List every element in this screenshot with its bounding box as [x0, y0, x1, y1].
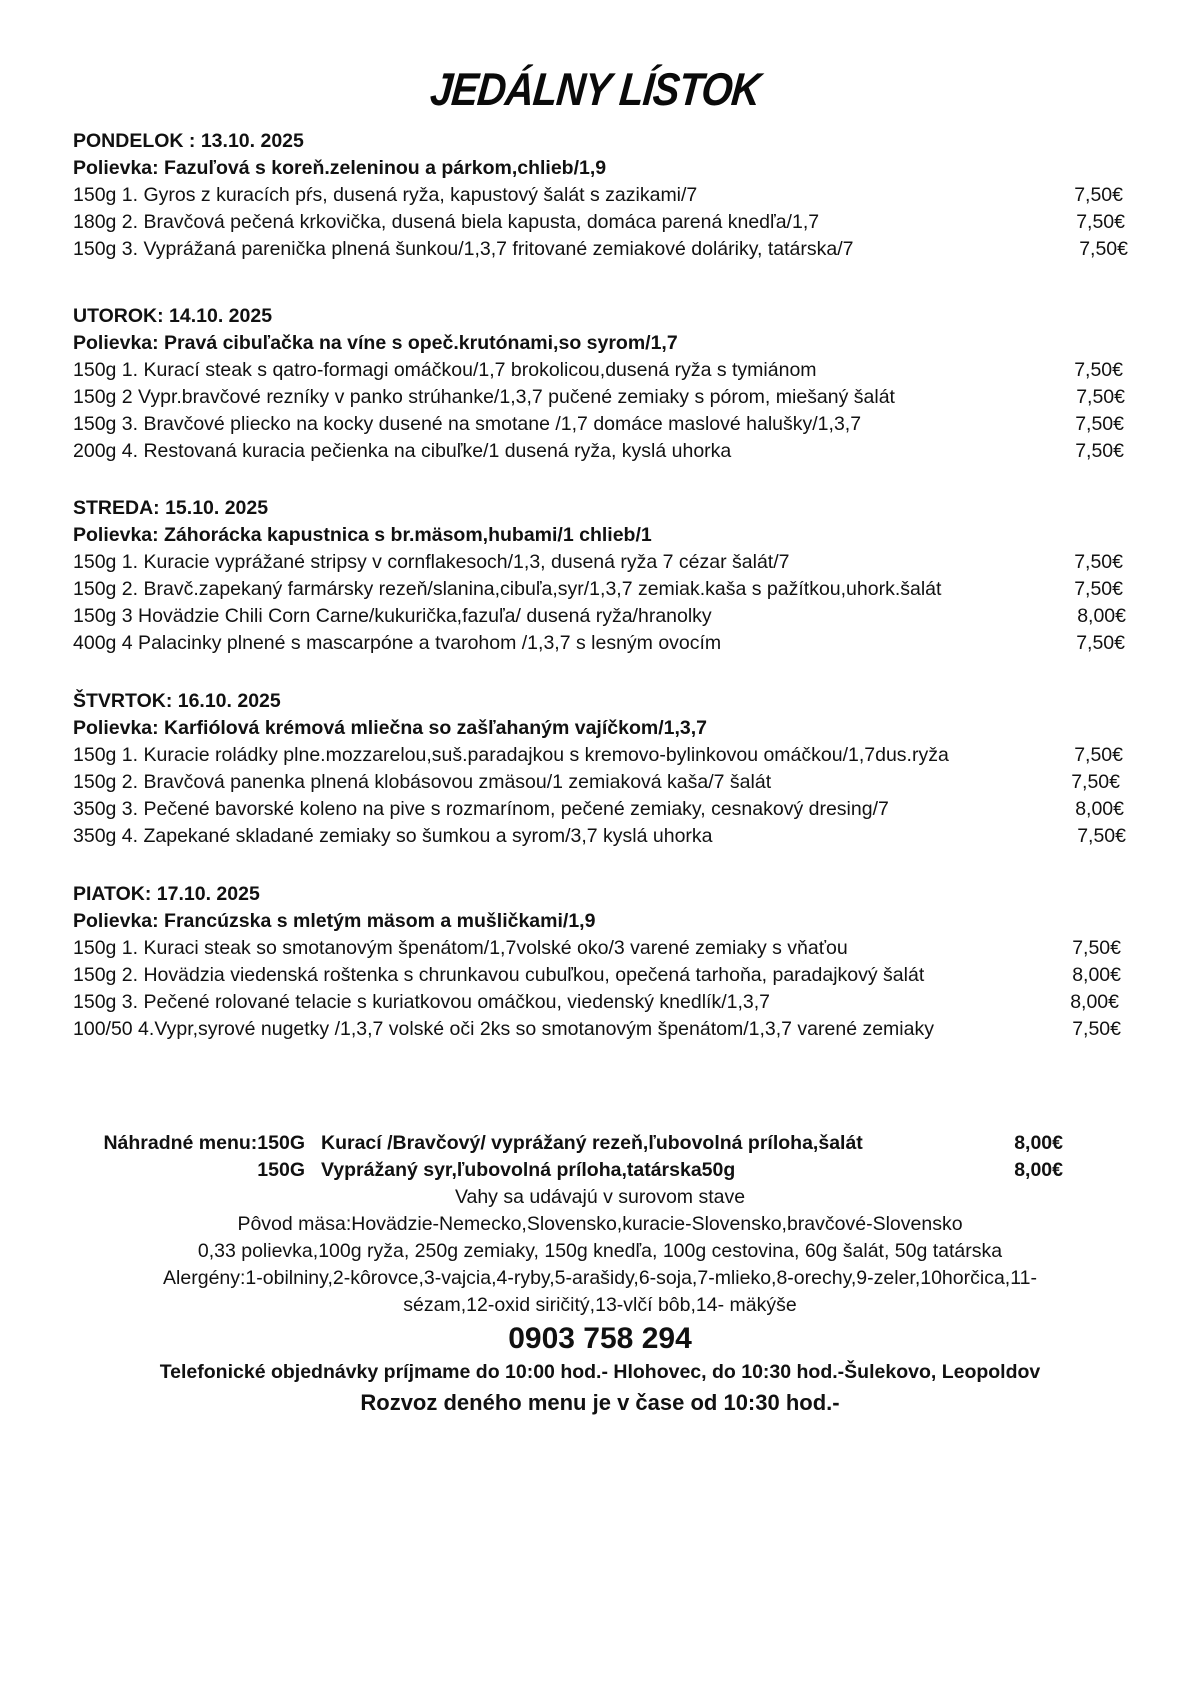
menu-item	[73, 1016, 1133, 1043]
menu-item-price: 7,50€	[1076, 632, 1125, 654]
menu-item-price: 7,50€	[1079, 238, 1128, 260]
menu-item-description: 150g 1. Kuracie roládky plne.mozzarelou,suš.paradajkou s kremovo-bylinkovou omáčkou/1,7dus.ryža	[73, 744, 949, 766]
allergens-line-2: sézam,12-oxid siričitý,13-vlčí bôb,14- mäkýše	[403, 1294, 797, 1316]
menu-item-price: 7,50€	[1075, 413, 1124, 435]
menu-item	[73, 549, 1133, 576]
soup-line: Polievka: Karfiólová krémová mliečna so zašľahaným vajíčkom/1,3,7	[73, 717, 707, 739]
day-section-friday	[73, 881, 1133, 1043]
menu-item-description: 350g 3. Pečené bavorské koleno na pive s rozmarínom, pečené zemiaky, cesnakový dresing/7	[73, 798, 889, 820]
day-header: PONDELOK : 13.10. 2025	[73, 130, 304, 152]
menu-item-description: 150g 3. Pečené rolované telacie s kuriatkovou omáčkou, viedenský knedlík/1,3,7	[73, 991, 771, 1013]
soup-line: Polievka: Záhorácka kapustnica s br.mäsom,hubami/1 chlieb/1	[73, 524, 652, 546]
menu-item-description: 150g 3 Hovädzie Chili Corn Carne/kukurička,fazuľa/ dusená ryža/hranolky	[73, 605, 712, 627]
menu-item	[73, 209, 1133, 236]
allergens-line-1: Alergény:1-obilniny,2-kôrovce,3-vajcia,4-ryby,5-arašidy,6-soja,7-mlieko,8-orechy,9-zeler,10horčica,11-	[163, 1267, 1037, 1289]
menu-item	[73, 989, 1133, 1016]
menu-item-price: 7,50€	[1077, 825, 1126, 847]
menu-item-description: 150g 2. Bravč.zapekaný farmársky rezeň/slanina,cibuľa,syr/1,3,7 zemiak.kaša s pažítkou,uhork.šalát	[73, 578, 942, 600]
menu-item-price: 7,50€	[1071, 771, 1120, 793]
menu-item-price: 8,00€	[1075, 798, 1124, 820]
soup-line: Polievka: Pravá cibuľačka na víne s opeč.krutónami,so syrom/1,7	[73, 332, 678, 354]
day-header: UTOROK: 14.10. 2025	[73, 305, 273, 327]
menu-item-price: 7,50€	[1075, 440, 1124, 462]
alternative-menu-row	[73, 1157, 1063, 1184]
alternative-menu-row	[73, 1130, 1063, 1157]
menu-item-description: 180g 2. Bravčová pečená krkovička, dusená biela kapusta, domáca parená knedľa/1,7	[73, 211, 820, 233]
portions-note: 0,33 polievka,100g ryža, 250g zemiaky, 150g knedľa, 100g cestovina, 60g šalát, 50g tatárska	[197, 1240, 1003, 1262]
page-title: JEDÁLNY LÍSTOK	[428, 64, 762, 116]
alternative-menu	[73, 1130, 1063, 1184]
menu-item	[73, 823, 1133, 850]
orders-note: Telefonické objednávky príjmame do 10:00 hod.- Hlohovec, do 10:30 hod.-Šulekovo, Leopoldov	[159, 1361, 1041, 1383]
alternative-menu-price: 8,00€	[1014, 1159, 1063, 1181]
menu-item	[73, 796, 1133, 823]
day-section-monday	[73, 128, 1133, 263]
menu-item	[73, 603, 1133, 630]
menu-item-price: 7,50€	[1076, 211, 1125, 233]
menu-item	[73, 576, 1133, 603]
day-header: ŠTVRTOK: 16.10. 2025	[73, 690, 281, 712]
menu-item	[73, 411, 1133, 438]
day-section-tuesday	[73, 303, 1133, 465]
menu-item-price: 7,50€	[1072, 1018, 1121, 1040]
delivery-note: Rozvoz deného menu je v čase od 10:30 hod.-	[360, 1390, 840, 1415]
menu-item-price: 7,50€	[1074, 184, 1123, 206]
menu-item-price: 7,50€	[1074, 744, 1123, 766]
menu-item-description: 400g 4 Palacinky plnené s mascarpóne a tvarohom /1,3,7 s lesným ovocím	[73, 632, 722, 654]
menu-item-description: 200g 4. Restovaná kuracia pečienka na cibuľke/1 dusená ryža, kyslá uhorka	[73, 440, 732, 462]
menu-item-price: 8,00€	[1072, 964, 1121, 986]
menu-item-price: 7,50€	[1072, 937, 1121, 959]
menu-item-description: 150g 2 Vypr.bravčové rezníky v panko strúhanke/1,3,7 pučené zemiaky s pórom, miešaný šalát	[73, 386, 895, 408]
menu-item-price: 8,00€	[1077, 605, 1126, 627]
alternative-menu-description: Vyprážaný syr,ľubovolná príloha,tatárska50g	[321, 1159, 736, 1181]
menu-item-description: 150g 1. Kuracie vyprážané stripsy v cornflakesoch/1,3, dusená ryža 7 cézar šalát/7	[73, 551, 790, 573]
menu-item	[73, 742, 1133, 769]
menu-item	[73, 935, 1133, 962]
weights-note: Vahy sa udávajú v surovom stave	[454, 1186, 746, 1208]
alternative-menu-description: Kurací /Bravčový/ vyprážaný rezeň,ľubovolná príloha,šalát	[321, 1132, 863, 1154]
menu-item-description: 150g 3. Vyprážaná parenička plnená šunkou/1,3,7 fritované zemiakové doláriky, tatárska/7	[73, 238, 854, 260]
menu-item-description: 350g 4. Zapekané skladané zemiaky so šumkou a syrom/3,7 kyslá uhorka	[73, 825, 713, 847]
day-header: STREDA: 15.10. 2025	[73, 497, 269, 519]
menu-item	[73, 962, 1133, 989]
menu-item-price: 7,50€	[1074, 551, 1123, 573]
day-header: PIATOK: 17.10. 2025	[73, 883, 260, 905]
menu-item-description: 100/50 4.Vypr,syrové nugetky /1,3,7 volské oči 2ks so smotanovým špenátom/1,3,7 varené zemiaky	[73, 1018, 934, 1040]
alternative-menu-price: 8,00€	[1014, 1132, 1063, 1154]
menu-item	[73, 769, 1133, 796]
menu-item	[73, 384, 1133, 411]
alternative-menu-label: Náhradné menu:150G	[103, 1132, 305, 1154]
phone-number: 0903 758 294	[508, 1322, 692, 1355]
menu-item-price: 7,50€	[1074, 578, 1123, 600]
menu-item-price: 8,00€	[1070, 991, 1119, 1013]
soup-line: Polievka: Fazuľová s koreň.zeleninou a párkom,chlieb/1,9	[73, 157, 607, 179]
menu-item-description: 150g 1. Kuraci steak so smotanovým špenátom/1,7volské oko/3 varené zemiaky s vňaťou	[73, 937, 848, 959]
menu-item-description: 150g 1. Kurací steak s qatro-formagi omáčkou/1,7 brokolicou,dusená ryža s tymiánom	[73, 359, 817, 381]
day-section-wednesday	[73, 495, 1133, 657]
meat-origin-note: Pôvod mäsa:Hovädzie-Nemecko,Slovensko,kuracie-Slovensko,bravčové-Slovensko	[237, 1213, 963, 1235]
menu-item-description: 150g 3. Bravčové pliecko na kocky dusené na smotane /1,7 domáce maslové halušky/1,3,7	[73, 413, 862, 435]
soup-line: Polievka: Francúzska s mletým mäsom a mušličkami/1,9	[73, 910, 596, 932]
day-section-thursday	[73, 688, 1133, 850]
menu-item-description: 150g 2. Hovädzia viedenská roštenka s chrunkavou cubuľkou, opečená tarhoňa, paradajkový šalát	[73, 964, 925, 986]
menu-item-price: 7,50€	[1074, 359, 1123, 381]
alternative-menu-label: 150G	[257, 1159, 305, 1181]
menu-item	[73, 357, 1133, 384]
menu-item-description: 150g 2. Bravčová panenka plnená klobásovou zmäsou/1 zemiaková kaša/7 šalát	[73, 771, 772, 793]
menu-item	[73, 236, 1133, 263]
menu-item-description: 150g 1. Gyros z kuracích pŕs, dusená ryža, kapustový šalát s zazikami/7	[73, 184, 698, 206]
menu-item	[73, 438, 1133, 465]
menu-item	[73, 182, 1133, 209]
menu-item	[73, 630, 1133, 657]
menu-item-price: 7,50€	[1076, 386, 1125, 408]
